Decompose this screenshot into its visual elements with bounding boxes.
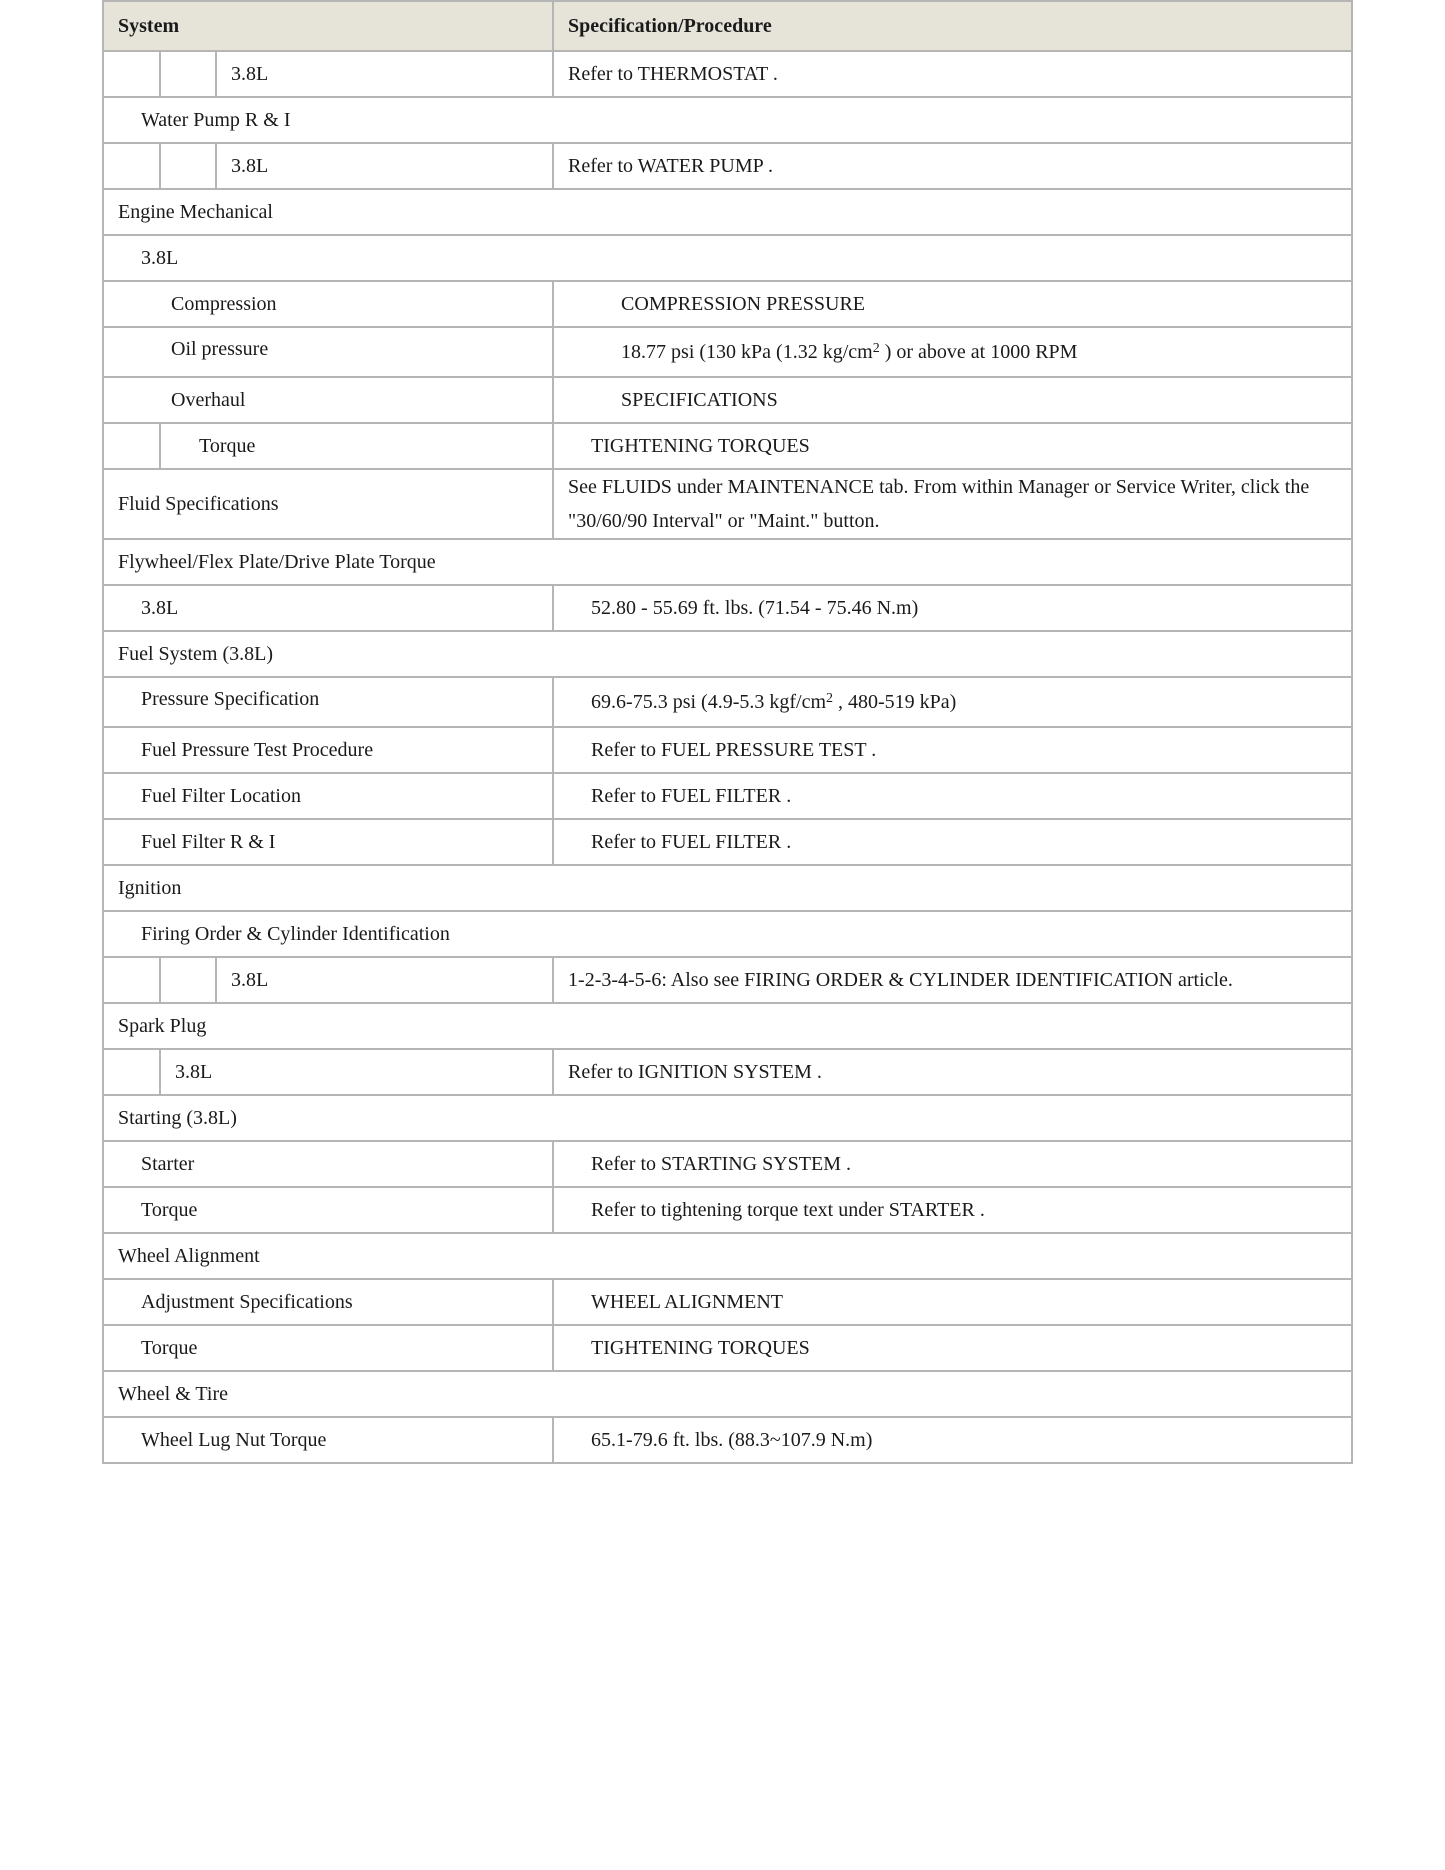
indent-cell	[103, 1049, 160, 1095]
table-row	[103, 281, 1352, 327]
row-label: Fuel Filter Location	[103, 773, 553, 819]
row-value: Refer to THERMOSTAT .	[553, 51, 1352, 97]
row-label: Pressure Specification	[103, 677, 553, 727]
table-row	[103, 1049, 1352, 1095]
row-value	[553, 327, 1352, 377]
subsection-heading: Firing Order & Cylinder Identification	[103, 911, 1352, 957]
row-value: Refer to WATER PUMP .	[553, 143, 1352, 189]
row-value: TIGHTENING TORQUES	[553, 1325, 1352, 1371]
row-value: See FLUIDS under MAINTENANCE tab. From within Manager or Service Writer, click the "30/60/90 Interval" or "Maint." button.	[553, 469, 1352, 539]
table-row	[103, 1325, 1352, 1371]
indent-cell	[160, 957, 216, 1003]
indent-cell	[103, 957, 160, 1003]
table-row	[103, 1003, 1352, 1049]
section-heading: Engine Mechanical	[103, 189, 1352, 235]
row-label: 3.8L	[160, 1049, 553, 1095]
row-value: 65.1-79.6 ft. lbs. (88.3~107.9 N.m)	[553, 1417, 1352, 1463]
header-system: System	[103, 1, 553, 51]
indent-cell	[160, 143, 216, 189]
row-label: 3.8L	[216, 143, 553, 189]
row-label: Overhaul	[103, 377, 553, 423]
row-label: Compression	[103, 281, 553, 327]
value-text: ) or above at 1000 RPM	[879, 341, 1078, 363]
table-header-row	[103, 1, 1352, 51]
table-row	[103, 377, 1352, 423]
row-label: Torque	[160, 423, 553, 469]
table-row	[103, 469, 1352, 539]
row-value: Refer to tightening torque text under STARTER .	[553, 1187, 1352, 1233]
row-label: Fuel Filter R & I	[103, 819, 553, 865]
indent-cell	[103, 51, 160, 97]
indent-cell	[160, 51, 216, 97]
table-row	[103, 957, 1352, 1003]
table-row	[103, 51, 1352, 97]
row-value: TIGHTENING TORQUES	[553, 423, 1352, 469]
section-heading: Fuel System (3.8L)	[103, 631, 1352, 677]
row-label: Fuel Pressure Test Procedure	[103, 727, 553, 773]
value-superscript: 2	[872, 341, 880, 356]
table-row	[103, 1233, 1352, 1279]
header-specification: Specification/Procedure	[553, 1, 1352, 51]
row-value: COMPRESSION PRESSURE	[553, 281, 1352, 327]
value-text: 69.6-75.3 psi (4.9-5.3 kgf/cm	[591, 691, 827, 713]
table-row	[103, 539, 1352, 585]
row-label: 3.8L	[216, 51, 553, 97]
table-row	[103, 911, 1352, 957]
table-row	[103, 1095, 1352, 1141]
row-value: Refer to FUEL PRESSURE TEST .	[553, 727, 1352, 773]
table-row	[103, 585, 1352, 631]
row-value: Refer to FUEL FILTER .	[553, 819, 1352, 865]
row-value: 1-2-3-4-5-6: Also see FIRING ORDER & CYLINDER IDENTIFICATION article.	[553, 957, 1352, 1003]
section-heading: Wheel Alignment	[103, 1233, 1352, 1279]
table-row	[103, 1187, 1352, 1233]
table-row	[103, 189, 1352, 235]
row-value	[553, 677, 1352, 727]
table-row	[103, 631, 1352, 677]
table-row	[103, 235, 1352, 281]
table-row	[103, 1371, 1352, 1417]
row-value: Refer to STARTING SYSTEM .	[553, 1141, 1352, 1187]
value-text: , 480-519 kPa)	[833, 691, 957, 713]
table-row	[103, 423, 1352, 469]
table-row	[103, 819, 1352, 865]
row-label: Starter	[103, 1141, 553, 1187]
row-value: Refer to IGNITION SYSTEM .	[553, 1049, 1352, 1095]
row-label: Torque	[103, 1187, 553, 1233]
row-label: Torque	[103, 1325, 553, 1371]
table-row	[103, 1417, 1352, 1463]
row-value: SPECIFICATIONS	[553, 377, 1352, 423]
row-value: 52.80 - 55.69 ft. lbs. (71.54 - 75.46 N.m)	[553, 585, 1352, 631]
row-label: 3.8L	[216, 957, 553, 1003]
subsection-heading: 3.8L	[103, 235, 1352, 281]
row-label: Oil pressure	[103, 327, 553, 377]
table-row	[103, 727, 1352, 773]
row-label: 3.8L	[103, 585, 553, 631]
section-heading: Spark Plug	[103, 1003, 1352, 1049]
table-row	[103, 865, 1352, 911]
indent-cell	[103, 423, 160, 469]
row-label: Wheel Lug Nut Torque	[103, 1417, 553, 1463]
subsection-heading: Water Pump R & I	[103, 97, 1352, 143]
section-heading: Wheel & Tire	[103, 1371, 1352, 1417]
indent-cell	[103, 143, 160, 189]
section-heading: Starting (3.8L)	[103, 1095, 1352, 1141]
table-row	[103, 677, 1352, 727]
table-row	[103, 1279, 1352, 1325]
table-row	[103, 97, 1352, 143]
table-row	[103, 143, 1352, 189]
value-text: 18.77 psi (130 kPa (1.32 kg/cm	[621, 341, 873, 363]
row-value: WHEEL ALIGNMENT	[553, 1279, 1352, 1325]
table-row	[103, 1141, 1352, 1187]
row-label: Fluid Specifications	[103, 469, 553, 539]
table-row	[103, 773, 1352, 819]
specification-table	[102, 0, 1353, 1464]
row-value: Refer to FUEL FILTER .	[553, 773, 1352, 819]
section-heading: Ignition	[103, 865, 1352, 911]
row-label: Adjustment Specifications	[103, 1279, 553, 1325]
table-row	[103, 327, 1352, 377]
section-heading: Flywheel/Flex Plate/Drive Plate Torque	[103, 539, 1352, 585]
value-superscript: 2	[826, 691, 834, 706]
